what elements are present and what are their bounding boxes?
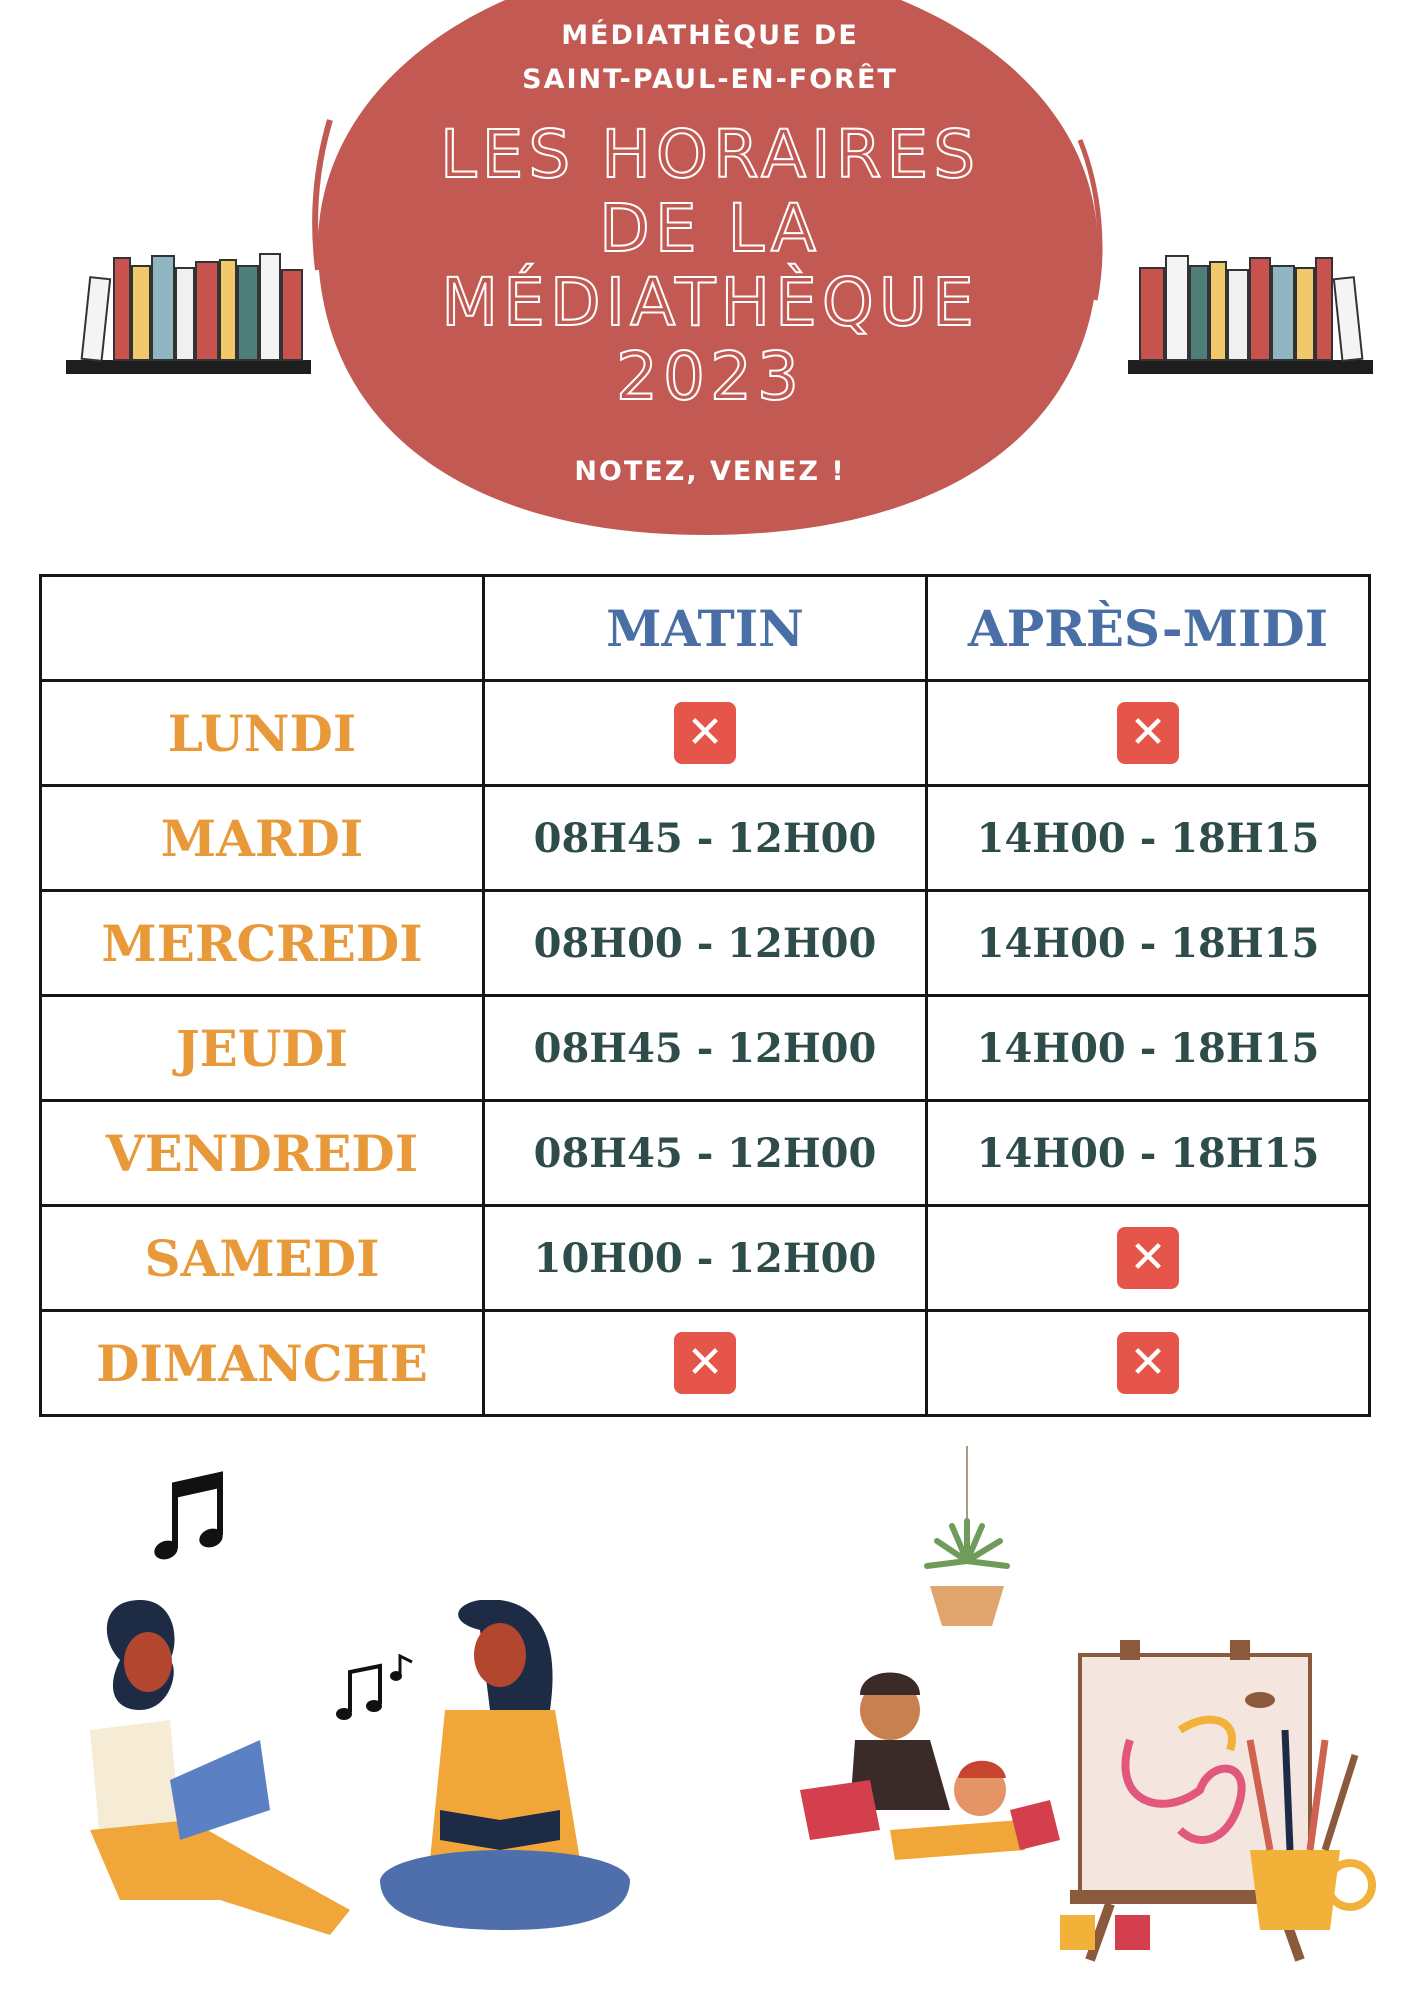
matin-cell: [484, 1206, 927, 1311]
apres-midi-cell: [927, 891, 1370, 996]
time-range: 14H00 - 18H15: [976, 814, 1320, 862]
time-range: 10H00 - 12H00: [533, 1234, 877, 1282]
day-label: SAMEDI: [144, 1228, 380, 1288]
title-line1: LES HORAIRES: [439, 116, 981, 193]
table-row: [41, 1311, 1370, 1416]
apres-midi-cell: [927, 1206, 1370, 1311]
header-apres-midi: APRÈS-MIDI: [927, 576, 1370, 681]
day-cell: [41, 1206, 484, 1311]
day-label: MARDI: [160, 808, 364, 868]
day-cell: [41, 891, 484, 996]
table-row: [41, 996, 1370, 1101]
matin-cell: [484, 1311, 927, 1416]
hanging-plant-icon: [912, 1446, 1022, 1656]
day-label: MERCREDI: [101, 913, 423, 973]
closed-x-icon: ✕: [1117, 1227, 1179, 1289]
matin-cell: [484, 786, 927, 891]
title-line4: 2023: [616, 338, 804, 415]
day-cell: [41, 1311, 484, 1416]
apres-midi-cell: [927, 996, 1370, 1101]
closed-x-icon: ✕: [1117, 1332, 1179, 1394]
day-label: LUNDI: [167, 703, 357, 763]
time-range: 08H45 - 12H00: [533, 814, 877, 862]
library-name-line1: MÉDIATHÈQUE DE: [561, 20, 859, 51]
children-painting-illustration: [780, 1640, 1380, 1970]
bookshelf-left-icon: [66, 248, 316, 384]
time-range: 14H00 - 18H15: [976, 1024, 1320, 1072]
table-row: [41, 891, 1370, 996]
day-cell: [41, 681, 484, 786]
matin-cell: [484, 681, 927, 786]
header-matin: MATIN: [484, 576, 927, 681]
time-range: 08H45 - 12H00: [533, 1024, 877, 1072]
day-label: DIMANCHE: [96, 1333, 428, 1393]
day-label: JEUDI: [175, 1018, 349, 1078]
header-empty-cell: [41, 576, 484, 681]
title-line2: DE LA: [599, 190, 821, 267]
matin-cell: [484, 1101, 927, 1206]
apres-midi-cell: [927, 1311, 1370, 1416]
schedule-table: [39, 574, 1371, 1417]
day-cell: [41, 1101, 484, 1206]
time-range: 08H45 - 12H00: [533, 1129, 877, 1177]
table-row: [41, 1101, 1370, 1206]
table-row: [41, 1206, 1370, 1311]
time-range: 08H00 - 12H00: [533, 919, 877, 967]
matin-cell: [484, 891, 927, 996]
time-range: 14H00 - 18H15: [976, 919, 1320, 967]
table-row: [41, 681, 1370, 786]
time-range: 14H00 - 18H15: [976, 1129, 1320, 1177]
apres-midi-cell: [927, 1101, 1370, 1206]
title-line3: MÉDIATHÈQUE: [441, 264, 979, 341]
apres-midi-cell: [927, 681, 1370, 786]
women-reading-illustration: [60, 1600, 640, 1970]
apres-midi-cell: [927, 786, 1370, 891]
bookshelf-right-icon: [1128, 248, 1378, 384]
day-cell: [41, 786, 484, 891]
library-name-line2: SAINT-PAUL-EN-FORÊT: [522, 64, 898, 95]
music-note-icon: [150, 1470, 230, 1570]
matin-cell: [484, 996, 927, 1101]
table-row: [41, 786, 1370, 891]
tagline: NOTEZ, VENEZ !: [574, 456, 846, 487]
day-cell: [41, 996, 484, 1101]
day-label: VENDREDI: [105, 1123, 419, 1183]
closed-x-icon: ✕: [674, 1332, 736, 1394]
closed-x-icon: ✕: [674, 702, 736, 764]
closed-x-icon: ✕: [1117, 702, 1179, 764]
table-header-row: [41, 576, 1370, 681]
